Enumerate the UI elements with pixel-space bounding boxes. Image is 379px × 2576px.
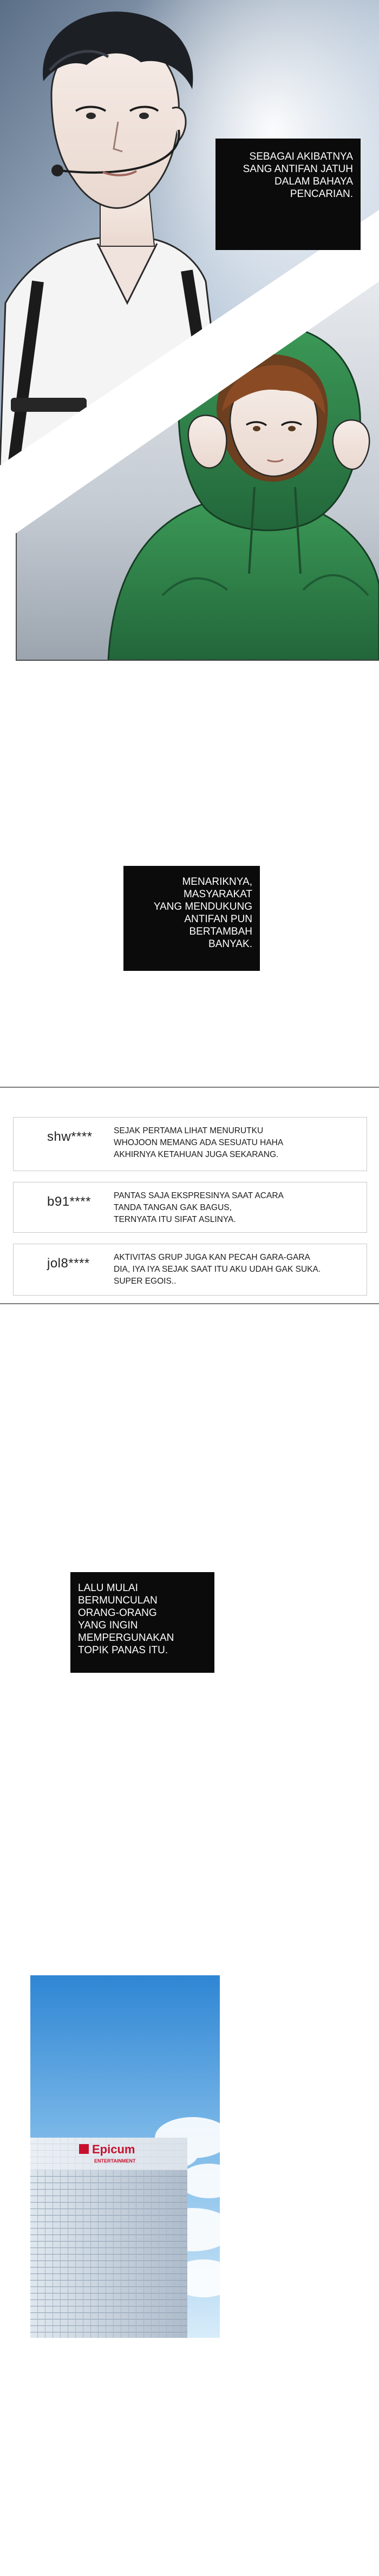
comment-line: WHOJOON MEMANG ADA SESUATU HAHA — [114, 1138, 284, 1147]
comment-body — [114, 1252, 356, 1287]
narration-line: MENARIKNYA, — [182, 876, 252, 888]
narration-line: BERMUNCULAN — [78, 1595, 158, 1606]
comment-line: DIA, IYA IYA SEJAK SAAT ITU AKU UDAH GAK SUKA. — [114, 1265, 321, 1274]
narration-line: BERTAMBAH — [189, 926, 252, 937]
comment-card — [13, 1244, 367, 1296]
narration-line: BANYAK. — [208, 938, 252, 950]
narration-line: DALAM BAHAYA — [274, 176, 353, 187]
comment-body — [114, 1190, 356, 1226]
narration-line: YANG INGIN — [78, 1620, 138, 1631]
narration-line: YANG MENDUKUNG — [153, 901, 252, 912]
narration-box-2 — [123, 866, 260, 971]
comment-username: b91**** — [47, 1194, 91, 1209]
narration-line: SANG ANTIFAN JATUH — [243, 163, 353, 175]
comment-line: TERNYATA ITU SIFAT ASLINYA. — [114, 1215, 236, 1224]
comment-line: SEJAK PERTAMA LIHAT MENURUTKU — [114, 1126, 264, 1135]
comment-card — [13, 1182, 367, 1233]
agency-building-panel — [30, 1975, 220, 2338]
sign-name: Epicum — [92, 2143, 135, 2156]
narration-line: TOPIK PANAS ITU. — [78, 1645, 168, 1656]
narration-line: LALU MULAI — [78, 1582, 138, 1594]
opening-panel-art — [0, 0, 379, 666]
comment-body — [114, 1125, 356, 1161]
comment-username: shw**** — [47, 1129, 93, 1144]
narration-line: MEMPERGUNAKAN — [78, 1632, 174, 1644]
opening-split-panel — [0, 0, 379, 666]
narration-line: SEBAGAI AKIBATNYA — [249, 151, 353, 162]
narration-line: MASYARAKAT — [183, 889, 252, 900]
building-illustration — [30, 1975, 220, 2338]
comment-username: jol8**** — [47, 1256, 90, 1271]
online-comments-panel — [0, 1087, 379, 1304]
comment-line: SUPER EGOIS.. — [114, 1277, 177, 1286]
comment-line: TANDA TANGAN GAK BAGUS, — [114, 1203, 232, 1212]
narration-box-1 — [215, 139, 361, 250]
comment-line: PANTAS SAJA EKSPRESINYA SAAT ACARA — [114, 1191, 284, 1200]
comment-line: AKHIRNYA KETAHUAN JUGA SEKARANG. — [114, 1150, 279, 1159]
comment-card — [13, 1117, 367, 1171]
narration-line: ANTIFAN PUN — [184, 914, 252, 925]
narration-line: PENCARIAN. — [290, 188, 353, 200]
sign-subtitle: ENTERTAINMENT — [94, 2158, 136, 2164]
narration-line: ORANG-ORANG — [78, 1607, 157, 1619]
comment-line: AKTIVITAS GRUP JUGA KAN PECAH GARA-GARA — [114, 1253, 310, 1262]
narration-box-3 — [70, 1572, 214, 1673]
